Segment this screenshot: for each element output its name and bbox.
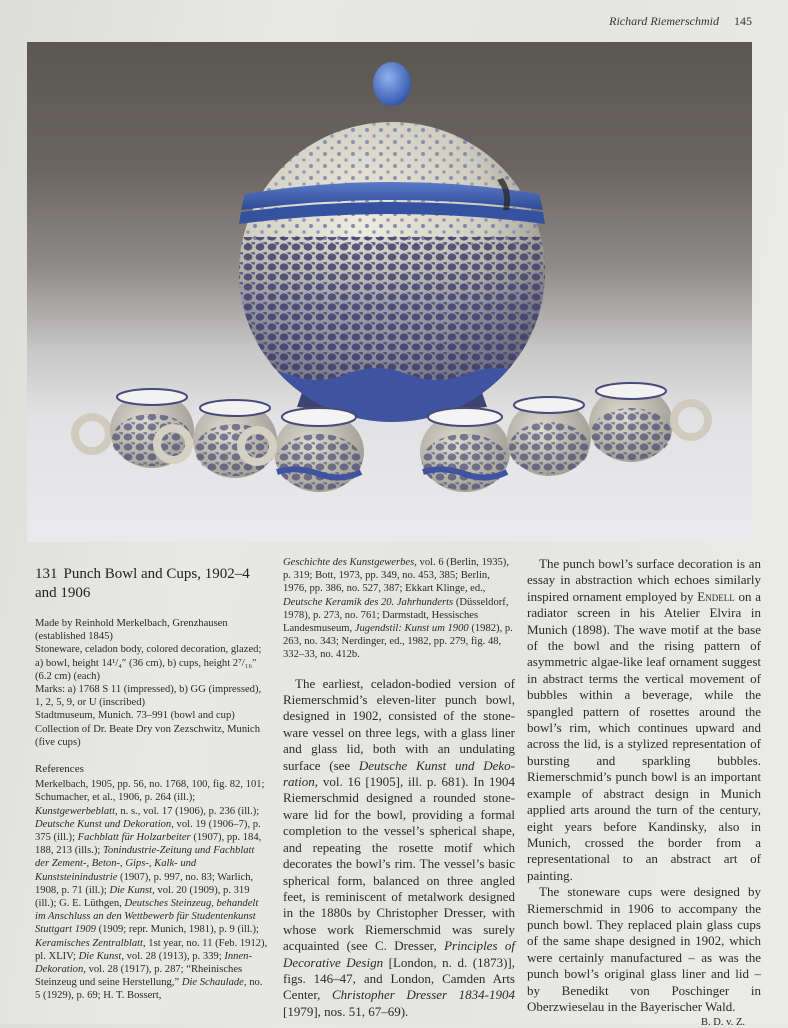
paragraph-2 xyxy=(527,556,761,884)
text-run: , vol. 19 (1906–7), p. 375 (ill.); xyxy=(35,818,261,844)
text-run: Merkelbach, 1905, pp. 56, no. 1768, 100, fig. 82, 101; Schumacher, et al., 1906, p. 264 (ill.); xyxy=(35,779,265,804)
references-continued xyxy=(283,556,515,662)
entry-title-text: Punch Bowl and Cups, 1902–4 and 1906 xyxy=(35,566,250,601)
italic-title-run: Deutsches Steinzeug, behandelt im Anschluss an den Wettbewerb für Studentenkunst Stuttgart 1909 xyxy=(35,898,259,936)
maker-line: Made by Reinhold Merkelbach, Grenzhausen (established 1845) xyxy=(35,618,228,643)
lid-knob xyxy=(373,62,411,106)
text-run: (1907), pp. 184, 188, 213 (ills.); xyxy=(35,832,262,857)
entry-metadata xyxy=(35,617,270,749)
italic-title-run: Deutsche Kunst und Dekoration xyxy=(35,818,172,830)
text-run: (1907), p. 997, no. 83; Warlich, 1908, p. 71 (ill.); xyxy=(35,871,254,896)
text-run: (Düsseldorf, 1978), p. 273, no. 761; Darmstadt, Hessisches Landesmuseum, xyxy=(283,596,509,635)
italic-title-run: Die Schaulade xyxy=(181,977,244,989)
middle-column xyxy=(283,556,515,1020)
italic-title-run: Tonindustrie-Zeitung und Fachblatt der Zement-, Beton-, Gips-, Kalk- und Kunststeinindustrie xyxy=(35,845,255,883)
text-run: The punch bowl’s surface decoration is an essay in abstraction which echoes similarly inspired ornament employed by xyxy=(527,556,761,604)
references-heading: References xyxy=(35,763,84,776)
cup-6 xyxy=(589,383,708,462)
entry-number: 131 xyxy=(35,566,58,582)
text-run: on a radiator screen in his Atelier Elvira in Munich (1898). The wave motif at the base of the bowl and the rising pattern of asymmetric algae-like leaf ornament suggest in abstract terms the vertical movement of bubbles within a beverage, while the spangled pattern of rosettes around the bowl’s rim, which continues upward and across the lid, is a stylized representation of bursting and sparkling bubbles. Riemerschmid’s punch bowl is an important example of abstract design in Munich applied arts around the turn of the century, eight years before Kandinsky, also in Munich, crossed the border from a representational to an abstract art of painting. xyxy=(527,588,761,883)
text-run: The earliest, celadon-bodied version of Riemerschmid’s eleven-liter punch bowl, designed in 1902, consisted of the stoneware vessel on three legs, with a glass liner and glass lid, both with an undulating surface (see xyxy=(283,675,515,773)
italic-title-run: Geschichte des Kunstgewerbes xyxy=(283,557,415,568)
italic-title-run: Fachblatt für Holzarbeiter xyxy=(77,832,191,844)
text-run: , vol. 16 [1905], ill. p. 681). In 1904 Riemerschmid designed a rounded stoneware lid for the bowl, providing a formal completion to the vessel’s spherical shape, and repeating the rosette motif which decorates the bowl’s rim. The vessel’s basic spherical form, balanced on three angled feet, is reminiscent of metalwork designed in the 1880s by Christopher Dresser, with whose work Riemerschmid was surely acquainted (see C. Dresser, xyxy=(283,774,515,954)
medium-line: Stoneware, celadon body, colored decoration, glazed; a) bowl, height 14¹/₄″ (36 cm), b) cups, height 2⁷/₁₆″ (6.2 cm) (each) xyxy=(35,644,262,682)
paragraph-3: The stoneware cups were designed by Riemerschmid in 1906 to accompany the punch bowl. They replaced plain glass cups of the same shape designed in 1902, which were certainly manufactured – as was the punch bowl’s original glass liner and lid – by Benedikt von Poschinger in Oberzwieselau in the Bayerischer Wald. xyxy=(527,884,761,1014)
entry-title xyxy=(35,565,270,603)
italic-title-run: Principles of Decorative Design xyxy=(283,938,515,970)
marks-line: Marks: a) 1768 S 11 (impressed), b) GG (impressed), 1, 2, 5, 9, or U (inscribed) xyxy=(35,684,262,709)
text-run: , vol. 20 (1909), p. 319 (ill.); G. E. Lüthgen, xyxy=(35,884,250,910)
paragraph-1 xyxy=(283,676,515,1021)
text-run: (1982), p. 263, no. 343; Nerdinger, ed., 1982, pp. 279, fig. 48, 332–33, no. 412b. xyxy=(283,623,513,661)
catalog-entry-column xyxy=(35,565,270,1003)
text-run: , vol. 6 (Berlin, 1935), p. 319; Bott, 1973, pp. 349, no. 453, 385; Berlin, 1976, pp. 386, no. 527, 387; Ekkart Klinge, ed., xyxy=(283,557,509,595)
catalog-photo xyxy=(27,42,752,542)
text-run: , vol. 28 (1917), p. 287; “Rheinisches Steinzeug und seine Herstellung,” xyxy=(35,964,243,989)
italic-title-run: Keramisches Zentralblatt xyxy=(35,937,143,949)
italic-title-run: Die Kunst xyxy=(109,884,153,896)
references-list xyxy=(35,778,270,1002)
text-run: , n. s., vol. 17 (1906), p. 236 (ill.); xyxy=(115,805,260,817)
text-run: , no. 5 (1929), p. 69; H. T. Bossert, xyxy=(35,977,263,1002)
text-run: , 1st year, no. 11 (Feb. 1912), pl. XLIV; xyxy=(35,937,268,962)
text-run: [London, n. d. (1873)], figs. 146–47, and London, Camden Arts Center, xyxy=(283,954,515,1003)
running-head xyxy=(609,14,752,29)
italic-title-run: Jugendstil: Kunst um 1900 xyxy=(354,623,469,635)
collection-line: Collection of Dr. Beate Dry von Zezschwitz, Munich (five cups) xyxy=(35,723,261,748)
author-initials: B. D. v. Z. xyxy=(701,1017,745,1028)
running-title: Richard Riemerschmid xyxy=(609,14,719,28)
italic-title-run: Deutsche Keramik des 20. Jahrhunderts xyxy=(283,596,454,608)
page-number: 145 xyxy=(734,14,752,28)
text-run: Endell xyxy=(697,588,735,604)
italic-title-run: Innen-Dekoration xyxy=(35,950,252,976)
italic-title-run: Christopher Dresser 1834-1904 xyxy=(331,987,515,1003)
punch-bowl-illustration xyxy=(27,42,752,542)
italic-title-run: Die Kunst xyxy=(78,950,122,962)
italic-title-run: Kunstgewerbeblatt xyxy=(35,805,116,817)
bowl-body xyxy=(227,122,587,442)
text-run: [1979], nos. 51, 67–69). xyxy=(283,1003,409,1019)
location-line: Stadtmuseum, Munich. 73–991 (bowl and cup) xyxy=(35,710,235,722)
italic-title-run: Deutsche Kunst und Dekoration xyxy=(283,757,515,790)
text-run: , vol. 28 (1913), p. 339; xyxy=(121,950,225,962)
right-column xyxy=(527,556,761,1028)
text-run: (1909; repr. Munich, 1981), p. 9 (ill.); xyxy=(95,924,259,936)
